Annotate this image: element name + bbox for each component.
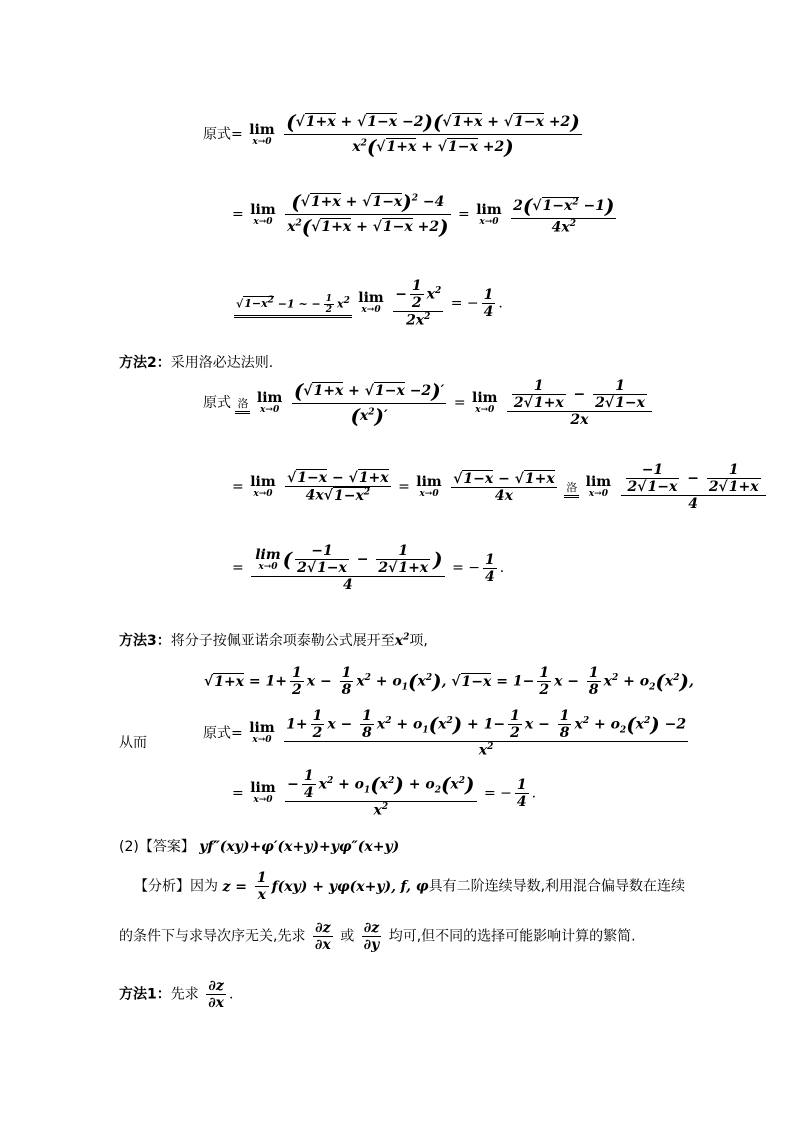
limit-symbol: lim x→0 — [250, 780, 276, 806]
eq-line-1: 原式= lim x→0 $\frac{(√1+x + √1-x -2)(√1+x + √1-x +2)}{x^2(√1+x + √1-x +2)}$ — [203, 110, 580, 159]
method2-label: 方法2： — [119, 355, 171, 371]
eq-line-5: = lim x→0 $\frac{√1-x - √1+x}{4x√1-x^2}$ = lim x→0 $\frac{√1-x - √1+x}{4x}$ 洛 lim x→0 $\frac{-1}{2√1-x}$ − $\frac{1}{2√1+x}$ 4 — [232, 462, 769, 512]
fraction: 1+ $\frac{1}{2}$ x − $\frac{1}{8}$ $x^2 + o_1(x^2) + 1-$ $\frac{1}{2}$ x − $\frac{1}{8}$ $x^2 + o_2(x^2) -2$ $x^2$ — [286, 708, 687, 759]
fraction: $\frac{1}{2√1+x}$ − $\frac{1}{2√1-x}$ 2x — [507, 378, 652, 428]
eq-line-4: 原式 洛 lim x→0 $\frac{(√1+x + √1-x -2)'}{(x^2)'}$ = lim x→0 $\frac{1}{2√1+x}$ − $\frac{1}{2√1-x}$ 2x — [203, 378, 655, 428]
fraction: $\frac{2(√1-x^2 -1)}{4x^2}$ — [513, 193, 615, 236]
limit-symbol: lim x→0 — [472, 390, 498, 415]
limit-symbol: lim x→0 — [416, 474, 442, 499]
answer-label: (2)【答案】 — [119, 839, 195, 855]
limit-symbol: lim x→0 — [585, 474, 612, 499]
limit-symbol: lim x→0 — [250, 474, 276, 499]
answer-value: yf″(xy)+φ′(x+y)+yφ″(x+y) — [199, 839, 400, 855]
taylor-line: √1+x = 1+ $\frac{1}{2}$ x − $\frac{1}{8}$ $x^2 + o_1(x^2)$, √1−x = 1− $\frac{1}{2}$ x − $\frac{1}{8}$ $x^2 + o_2(x^2)$, — [204, 665, 694, 698]
eq-line-3: $√1-x^2 -1$ ~ − $\frac{1}{2}$ $x^2$ lim x→0 − $\frac{1}{2}$ $x^2$ $2x^2$ = − $\frac{1}{4}$ . — [236, 278, 503, 329]
method1-label: 方法1： — [119, 986, 171, 1003]
eq-line-7: 原式= lim x→0 1+ $\frac{1}{2}$ x − $\frac{1}{8}$ $x^2 + o_1(x^2) + 1-$ $\frac{1}{2}$ x − $\frac{1}{8}$ $x^2 + o_2(x^2) -2$ $x^2$ — [203, 708, 687, 759]
method1-line: 方法1：先求 $\frac{\partial z}{\partial x}$ . — [119, 978, 234, 1011]
limit-symbol: lim x→0 — [476, 201, 502, 227]
limit-symbol: lim x→0 — [358, 290, 384, 316]
limit-symbol: lim x→0 — [256, 390, 283, 415]
method1-text: 先求 — [170, 986, 199, 1003]
eq-line-8: = lim x→0 − $\frac{1}{4}$ $x^2 + o_1(x^2) + o_2(x^2)$ $x^2$ = − $\frac{1}{4}$ . — [232, 768, 537, 819]
fraction: lim x→0 ( $\frac{-1}{2√1-x}$ − $\frac{1}{2√1+x}$ ) 4 — [251, 543, 444, 593]
fraction: $\frac{1}{4}$ — [516, 776, 527, 810]
fraction: $\frac{√1-x - √1+x}{4x}$ — [453, 470, 555, 504]
method3-label: 方法3： — [119, 633, 171, 649]
fraction: $\frac{√1-x - √1+x}{4x√1-x^2}$ — [287, 470, 389, 504]
answer-line — [119, 836, 399, 856]
eq-line-2: = lim x→0 $\frac{(√1+x + √1-x)^2 -4}{x^2(√1+x + √1-x +2)}$ = lim x→0 $\frac{2(√1-x^2 -1)}{4x^2}$ — [232, 190, 615, 239]
fraction: $\frac{(√1+x + √1-x -2)'}{(x^2)'}$ — [293, 378, 445, 428]
fraction: $\frac{-1}{2√1-x}$ − $\frac{1}{2√1+x}$ 4 — [621, 462, 766, 512]
method2-line — [119, 352, 273, 372]
limit-symbol: lim x→0 — [249, 720, 275, 746]
fraction: $\frac{1}{4}$ — [485, 551, 495, 585]
analysis-line-1: 【分析】因为 z = $\frac{1}{x}$ f(xy) + yφ(x+y), f, φ具有二阶连续导数,利用混合偏导数在连续 — [134, 870, 686, 903]
limit-symbol: lim x→0 — [250, 201, 276, 227]
fraction: − $\frac{1}{2}$ $x^2$ $2x^2$ — [395, 278, 442, 329]
lhopital-marker: 洛 — [564, 479, 579, 498]
analysis-label: 【分析】 — [134, 878, 190, 895]
method2-text: 采用洛必达法则. — [170, 355, 274, 371]
fraction: − $\frac{1}{4}$ $x^2 + o_1(x^2) + o_2(x^2)$ $x^2$ — [287, 768, 475, 819]
fraction: $\frac{(√1+x + √1-x -2)(√1+x + √1-x +2)}{x^2(√1+x + √1-x +2)}$ — [286, 110, 580, 159]
method3-line: 方法3：将分子按佩亚诺余项泰勒公式展开至$x^2$项, — [119, 632, 428, 649]
congér-label: 从而 — [119, 735, 147, 751]
label-yuanshi: 原式 — [203, 126, 231, 143]
fraction: $\frac{(√1+x + √1-x)^2 -4}{x^2(√1+x + √1-x +2)}$ — [287, 190, 449, 239]
equivalence-marker: $√1-x^2 -1$ ~ − $\frac{1}{2}$ $x^2$ — [234, 294, 352, 318]
lhopital-marker: 洛 — [235, 395, 250, 414]
analysis-line-2: 的条件下与求导次序无关,先求 $\frac{\partial z}{\partial x}$ 或 $\frac{\partial z}{\partial y}$ 均可,但不同的选择可能影响计算的繁简. — [119, 920, 636, 953]
fraction: $\frac{1}{4}$ — [483, 286, 494, 320]
eq-line-6: = lim x→0 ( $\frac{-1}{2√1-x}$ − $\frac{1}{2√1+x}$ ) 4 = − $\frac{1}{4}$ . — [232, 543, 505, 593]
limit-symbol: lim x→0 — [249, 121, 275, 147]
method3-text: 将分子按佩亚诺余项泰勒公式展开至 — [170, 633, 395, 649]
